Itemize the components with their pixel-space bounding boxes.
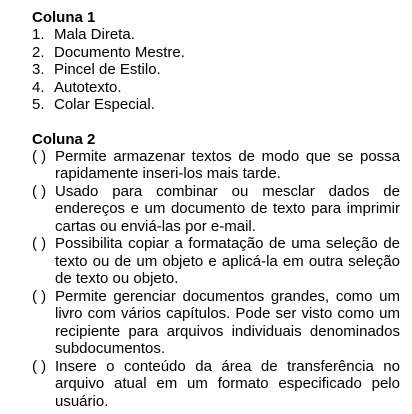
- item-text: Pincel de Estilo.: [54, 61, 161, 79]
- coluna-2-item: [32, 288, 400, 358]
- coluna-2-item: [32, 235, 400, 288]
- answer-blank: ( ): [32, 357, 47, 375]
- item-text: Permite armazenar textos de modo que se possa rapidamente inseri-los mais tarde.: [55, 147, 400, 183]
- item-text: Mala Direta.: [54, 26, 135, 43]
- coluna-2-item: [32, 148, 400, 183]
- item-number: 5.: [32, 96, 45, 114]
- item-number: 1.: [32, 26, 45, 43]
- answer-blank: ( ): [32, 287, 47, 305]
- item-text: Colar Especial.: [54, 96, 155, 114]
- coluna-1-item: [32, 26, 400, 44]
- item-text: Documento Mestre.: [54, 43, 185, 61]
- coluna-2-heading: Coluna 2: [32, 130, 96, 148]
- item-text: Insere o conteúdo da área de transferência no arquivo atual em um formato especificado pelo usuário.: [55, 357, 400, 410]
- item-text: Usado para combinar ou mesclar dados de endereços e um documento de texto para imprimir cartas ou enviá-las por e-mail.: [55, 182, 400, 235]
- answer-blank: ( ): [32, 147, 47, 165]
- coluna-1-item: [32, 61, 400, 79]
- answer-blank: ( ): [32, 182, 47, 200]
- item-text: Autotexto.: [54, 78, 122, 96]
- item-number: 2.: [32, 43, 45, 61]
- item-text: Permite gerenciar documentos grandes, como um livro com vários capítulos. Pode ser visto como um recipiente para arquivos individuais denominados subdocumentos.: [55, 287, 400, 358]
- answer-blank: ( ): [32, 235, 47, 253]
- item-text: Possibilita copiar a formatação de uma seleção de texto ou de um objeto e aplicá-la em outra seleção de texto ou objeto.: [55, 235, 400, 288]
- question-document: [32, 9, 400, 410]
- coluna-2-list: [32, 148, 400, 411]
- coluna-1: [32, 9, 400, 114]
- item-number: 4.: [32, 78, 45, 96]
- coluna-1-item: [32, 79, 400, 97]
- coluna-1-item: [32, 44, 400, 62]
- coluna-2-item: [32, 183, 400, 236]
- coluna-2-item: [32, 358, 400, 411]
- coluna-1-list: [32, 26, 400, 114]
- coluna-2: [32, 131, 400, 411]
- item-number: 3.: [32, 61, 45, 79]
- coluna-1-heading: Coluna 1: [32, 9, 96, 26]
- coluna-1-item: [32, 96, 400, 114]
